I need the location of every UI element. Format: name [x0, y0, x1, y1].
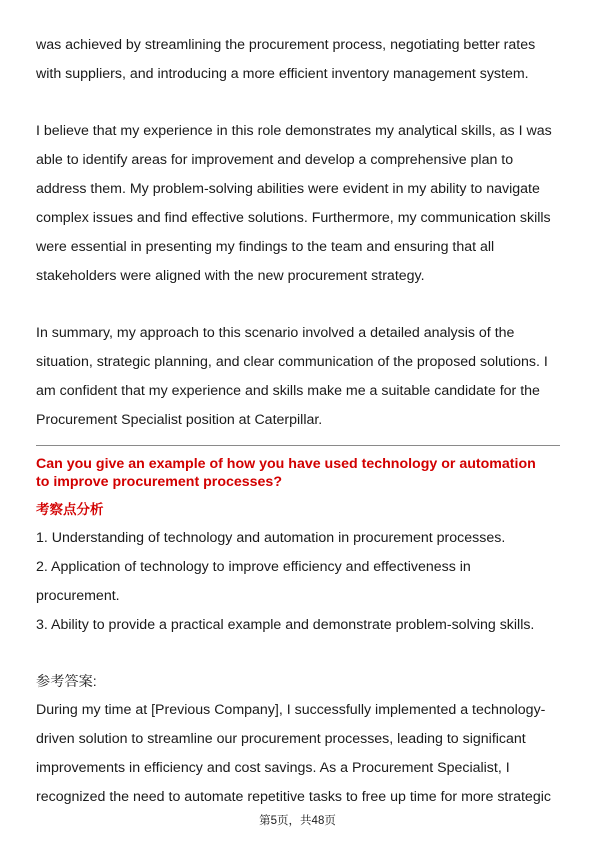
answer-label: 参考答案: — [36, 674, 97, 690]
text-line: stakeholders were aligned with the new procurement strategy. — [36, 268, 425, 284]
text-line: driven solution to streamline our procurement processes, leading to significant — [36, 731, 526, 747]
list-item — [36, 524, 534, 553]
page-number-footer: 第5页，共48页 — [259, 815, 336, 827]
text-line: During my time at [Previous Company], I successfully implemented a technology- — [36, 702, 546, 718]
text-line: In summary, my approach to this scenario involved a detailed analysis of the — [36, 325, 515, 341]
text-line: able to identify areas for improvement and develop a comprehensive plan to — [36, 152, 514, 168]
list-item — [36, 553, 534, 611]
answer-paragraph — [36, 696, 551, 812]
analysis-label: 考察点分析 — [36, 502, 104, 517]
text-line: I believe that my experience in this role demonstrates my analytical skills, as I was — [36, 123, 552, 139]
text-line: improvements in efficiency and cost savings. As a Procurement Specialist, I — [36, 760, 510, 776]
text-line: Procurement Specialist position at Caterpillar. — [36, 412, 323, 428]
question-line: to improve procurement processes? — [36, 474, 282, 490]
text-line: was achieved by streamlining the procurement process, negotiating better rates — [36, 37, 536, 53]
text-line: procurement. — [36, 588, 120, 604]
text-line: complex issues and find effective solutions. Furthermore, my communication skills — [36, 210, 551, 226]
paragraph-skills — [36, 117, 552, 291]
question-line: Can you give an example of how you have used technology or automation — [36, 456, 536, 472]
text-line: 3. Ability to provide a practical example and demonstrate problem-solving skills. — [36, 617, 535, 633]
question-heading — [36, 455, 560, 491]
section-divider — [36, 445, 560, 446]
text-line: address them. My problem-solving abilities were evident in my ability to navigate — [36, 181, 540, 197]
text-line: with suppliers, and introducing a more efficient inventory management system. — [36, 66, 529, 82]
assessment-points-list — [36, 524, 534, 640]
paragraph-intro-continuation — [36, 31, 535, 89]
text-line: 2. Application of technology to improve efficiency and effectiveness in — [36, 559, 471, 575]
text-line: situation, strategic planning, and clear communication of the proposed solutions. I — [36, 354, 548, 370]
paragraph-summary — [36, 319, 548, 435]
text-line: recognized the need to automate repetitive tasks to free up time for more strategic — [36, 789, 551, 805]
list-item — [36, 611, 534, 640]
text-line: am confident that my experience and skills make me a suitable candidate for the — [36, 383, 540, 399]
text-line: 1. Understanding of technology and automation in procurement processes. — [36, 530, 506, 546]
text-line: were essential in presenting my findings to the team and ensuring that all — [36, 239, 495, 255]
